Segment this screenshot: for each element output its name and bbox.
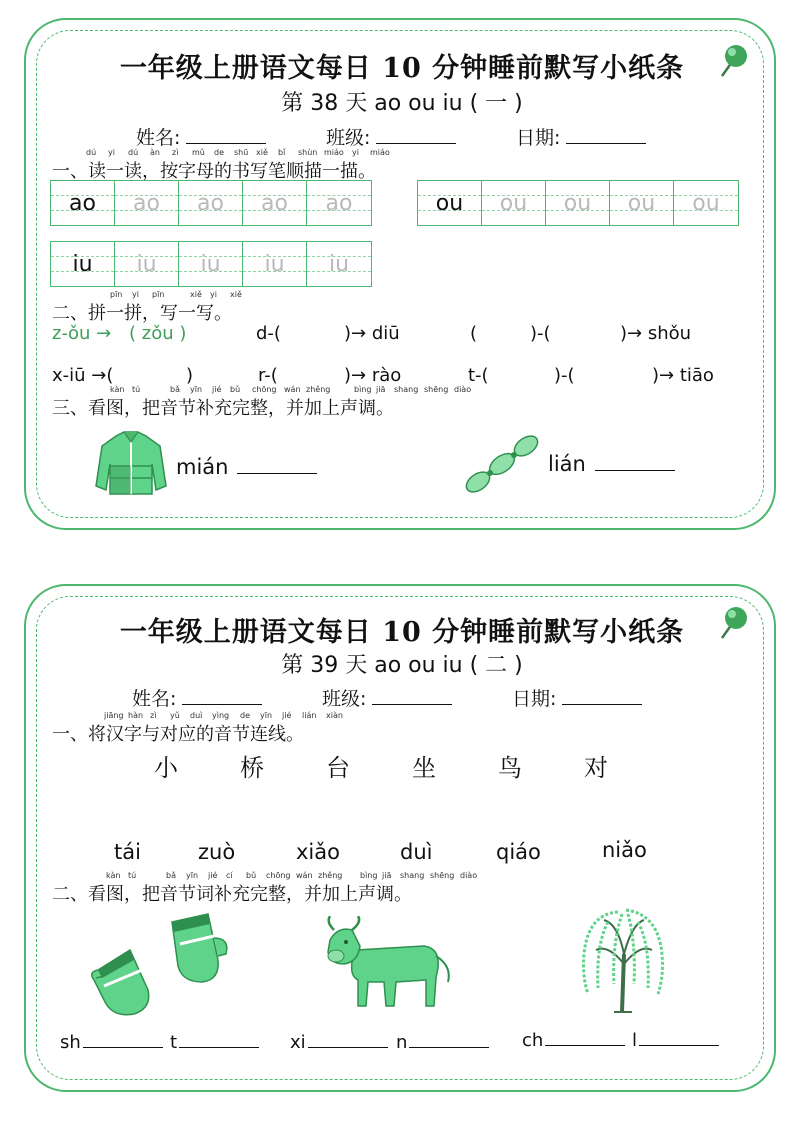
willow-tree-icon [578, 904, 668, 1014]
blank-n: n [396, 1032, 489, 1053]
example-z-ou-b: ( zǒu ) [129, 323, 187, 344]
date-input-line[interactable] [566, 142, 646, 144]
class-input-line[interactable] [376, 142, 456, 144]
section-2-instruction: 二、拼一拼，写一写。 [52, 303, 232, 324]
section-1-instruction: 一、将汉字与对应的音节连线。 [52, 724, 304, 745]
trace-cell[interactable]: ou [610, 181, 674, 225]
section-1-instruction: 一、读一读，按字母的书写笔顺描一描。 [52, 161, 376, 182]
trace-cell[interactable]: ao [115, 181, 179, 225]
tracing-grid-ao [50, 180, 372, 226]
name-field [132, 684, 262, 711]
blank-ch: ch [522, 1030, 625, 1051]
worksheet-card-day-38 [24, 18, 776, 530]
section-3-pinyin: kàn tú bǎ yīn jié bǔ chōng wán zhěng bìng jiā shang shēng diào [110, 385, 472, 394]
q-tiao-b: )-( [554, 365, 575, 386]
trace-cell[interactable]: iu [179, 242, 243, 286]
answer-line[interactable] [639, 1044, 719, 1046]
q-tiao-c: )→ tiāo [652, 365, 714, 386]
trace-cell[interactable]: ou [546, 181, 610, 225]
date-label: 日期: [512, 688, 557, 710]
worksheet-card-day-39 [24, 584, 776, 1092]
answer-line[interactable] [179, 1046, 259, 1048]
class-input-line[interactable] [372, 703, 452, 705]
section-2-pinyin: kàn tú bǎ yīn jié cí bǔ chōng wán zhěng bìng jiā shang shēng diào [106, 871, 478, 880]
tracing-grid-ou [417, 180, 739, 226]
grid-cell: iu [51, 242, 115, 286]
card-subtitle: 第 39 天 ao ou iu ( 二 ) [281, 653, 523, 678]
answer-line[interactable] [237, 472, 317, 474]
section-3-instruction: 三、看图，把音节补充完整，并加上声调。 [52, 398, 394, 419]
q-tiao-a: t-( [468, 365, 489, 386]
name-input-line[interactable] [186, 142, 266, 144]
syllable-qiao[interactable]: qiáo [496, 840, 541, 864]
q-shou-a: ( [470, 323, 478, 344]
q-shou-c: )→ shǒu [620, 323, 692, 344]
lotus-root-icon [462, 432, 546, 496]
mittens-icon [90, 908, 230, 1020]
trace-cell[interactable]: ou [674, 181, 738, 225]
trace-cell[interactable]: ao [307, 181, 371, 225]
syllable-niao[interactable]: niǎo [602, 838, 647, 862]
grid-cell: ou [418, 181, 482, 225]
syllable-xiao[interactable]: xiǎo [296, 840, 340, 864]
q-x-iu-b: ) [186, 365, 194, 386]
class-label: 班级: [322, 688, 367, 710]
trace-cell[interactable]: ao [243, 181, 307, 225]
picture-item-1 [176, 455, 317, 479]
syllable-tai[interactable]: tái [114, 840, 141, 864]
hanzi-dui[interactable]: 对 [584, 754, 608, 782]
hanzi-tai[interactable]: 台 [326, 754, 350, 782]
pushpin-icon [712, 40, 750, 84]
blank-l: l [632, 1030, 719, 1051]
trace-cell[interactable]: ao [179, 181, 243, 225]
trace-cell[interactable]: iu [307, 242, 371, 286]
card-title: 一年级上册语文每日 10 分钟睡前默写小纸条 [119, 617, 685, 648]
card-title: 一年级上册语文每日 10 分钟睡前默写小纸条 [119, 53, 685, 84]
q-rao-b: )→ rào [344, 365, 402, 386]
trace-cell[interactable]: ou [482, 181, 546, 225]
date-field [516, 123, 646, 150]
syllable-dui[interactable]: duì [400, 840, 433, 864]
hanzi-qiao[interactable]: 桥 [240, 754, 264, 782]
date-field [512, 684, 642, 711]
date-input-line[interactable] [562, 703, 642, 705]
section-2-instruction: 二、看图，把音节词补充完整，并加上声调。 [52, 884, 412, 905]
syllable-zuo[interactable]: zuò [198, 840, 236, 864]
pushpin-icon [712, 602, 750, 646]
answer-line[interactable] [409, 1046, 489, 1048]
picture-item-2 [548, 452, 675, 476]
date-label: 日期: [516, 127, 561, 149]
section-1-pinyin: dú yi dú àn zì mǔ de shū xiě bǐ shùn miáo yi miáo [86, 148, 390, 157]
blank-sh: sh [60, 1032, 163, 1053]
q-shou-b: )-( [530, 323, 551, 344]
syllable-mian: mián [176, 455, 229, 479]
answer-line[interactable] [83, 1046, 163, 1048]
name-field [136, 123, 266, 150]
blank-xi: xi [290, 1032, 388, 1053]
q-d-iu-a: d-( [256, 323, 281, 344]
example-z-ou-a: z-ǒu → [52, 323, 112, 344]
cow-icon [322, 916, 454, 1010]
jacket-icon [94, 430, 168, 498]
q-rao-a: r-( [258, 365, 278, 386]
answer-blank[interactable] [296, 323, 344, 345]
name-label: 姓名: [136, 127, 181, 149]
grid-cell: ao [51, 181, 115, 225]
section-1-pinyin: jiāng hàn zì yǔ duì yìng de yīn jié lián xiàn [104, 711, 343, 720]
q-x-iu-a: x-iū →( [52, 365, 114, 386]
q-d-iu-b: )→ diū [344, 323, 400, 344]
class-field [322, 684, 452, 711]
hanzi-niao[interactable]: 鸟 [498, 754, 522, 782]
answer-line[interactable] [545, 1044, 625, 1046]
answer-line[interactable] [595, 469, 675, 471]
name-input-line[interactable] [182, 703, 262, 705]
name-label: 姓名: [132, 688, 177, 710]
blank-t: t [170, 1032, 259, 1053]
hanzi-zuo[interactable]: 坐 [412, 754, 436, 782]
hanzi-xiao[interactable]: 小 [154, 754, 178, 782]
syllable-lian: lián [548, 452, 586, 476]
trace-cell[interactable]: iu [115, 242, 179, 286]
trace-cell[interactable]: iu [243, 242, 307, 286]
section-2-pinyin: pīn yi pīn xiě yi xiě [110, 290, 242, 299]
class-field [326, 123, 456, 150]
card-subtitle: 第 38 天 ao ou iu ( 一 ) [281, 91, 523, 116]
answer-line[interactable] [308, 1046, 388, 1048]
class-label: 班级: [326, 127, 371, 149]
tracing-grid-iu [50, 241, 372, 287]
